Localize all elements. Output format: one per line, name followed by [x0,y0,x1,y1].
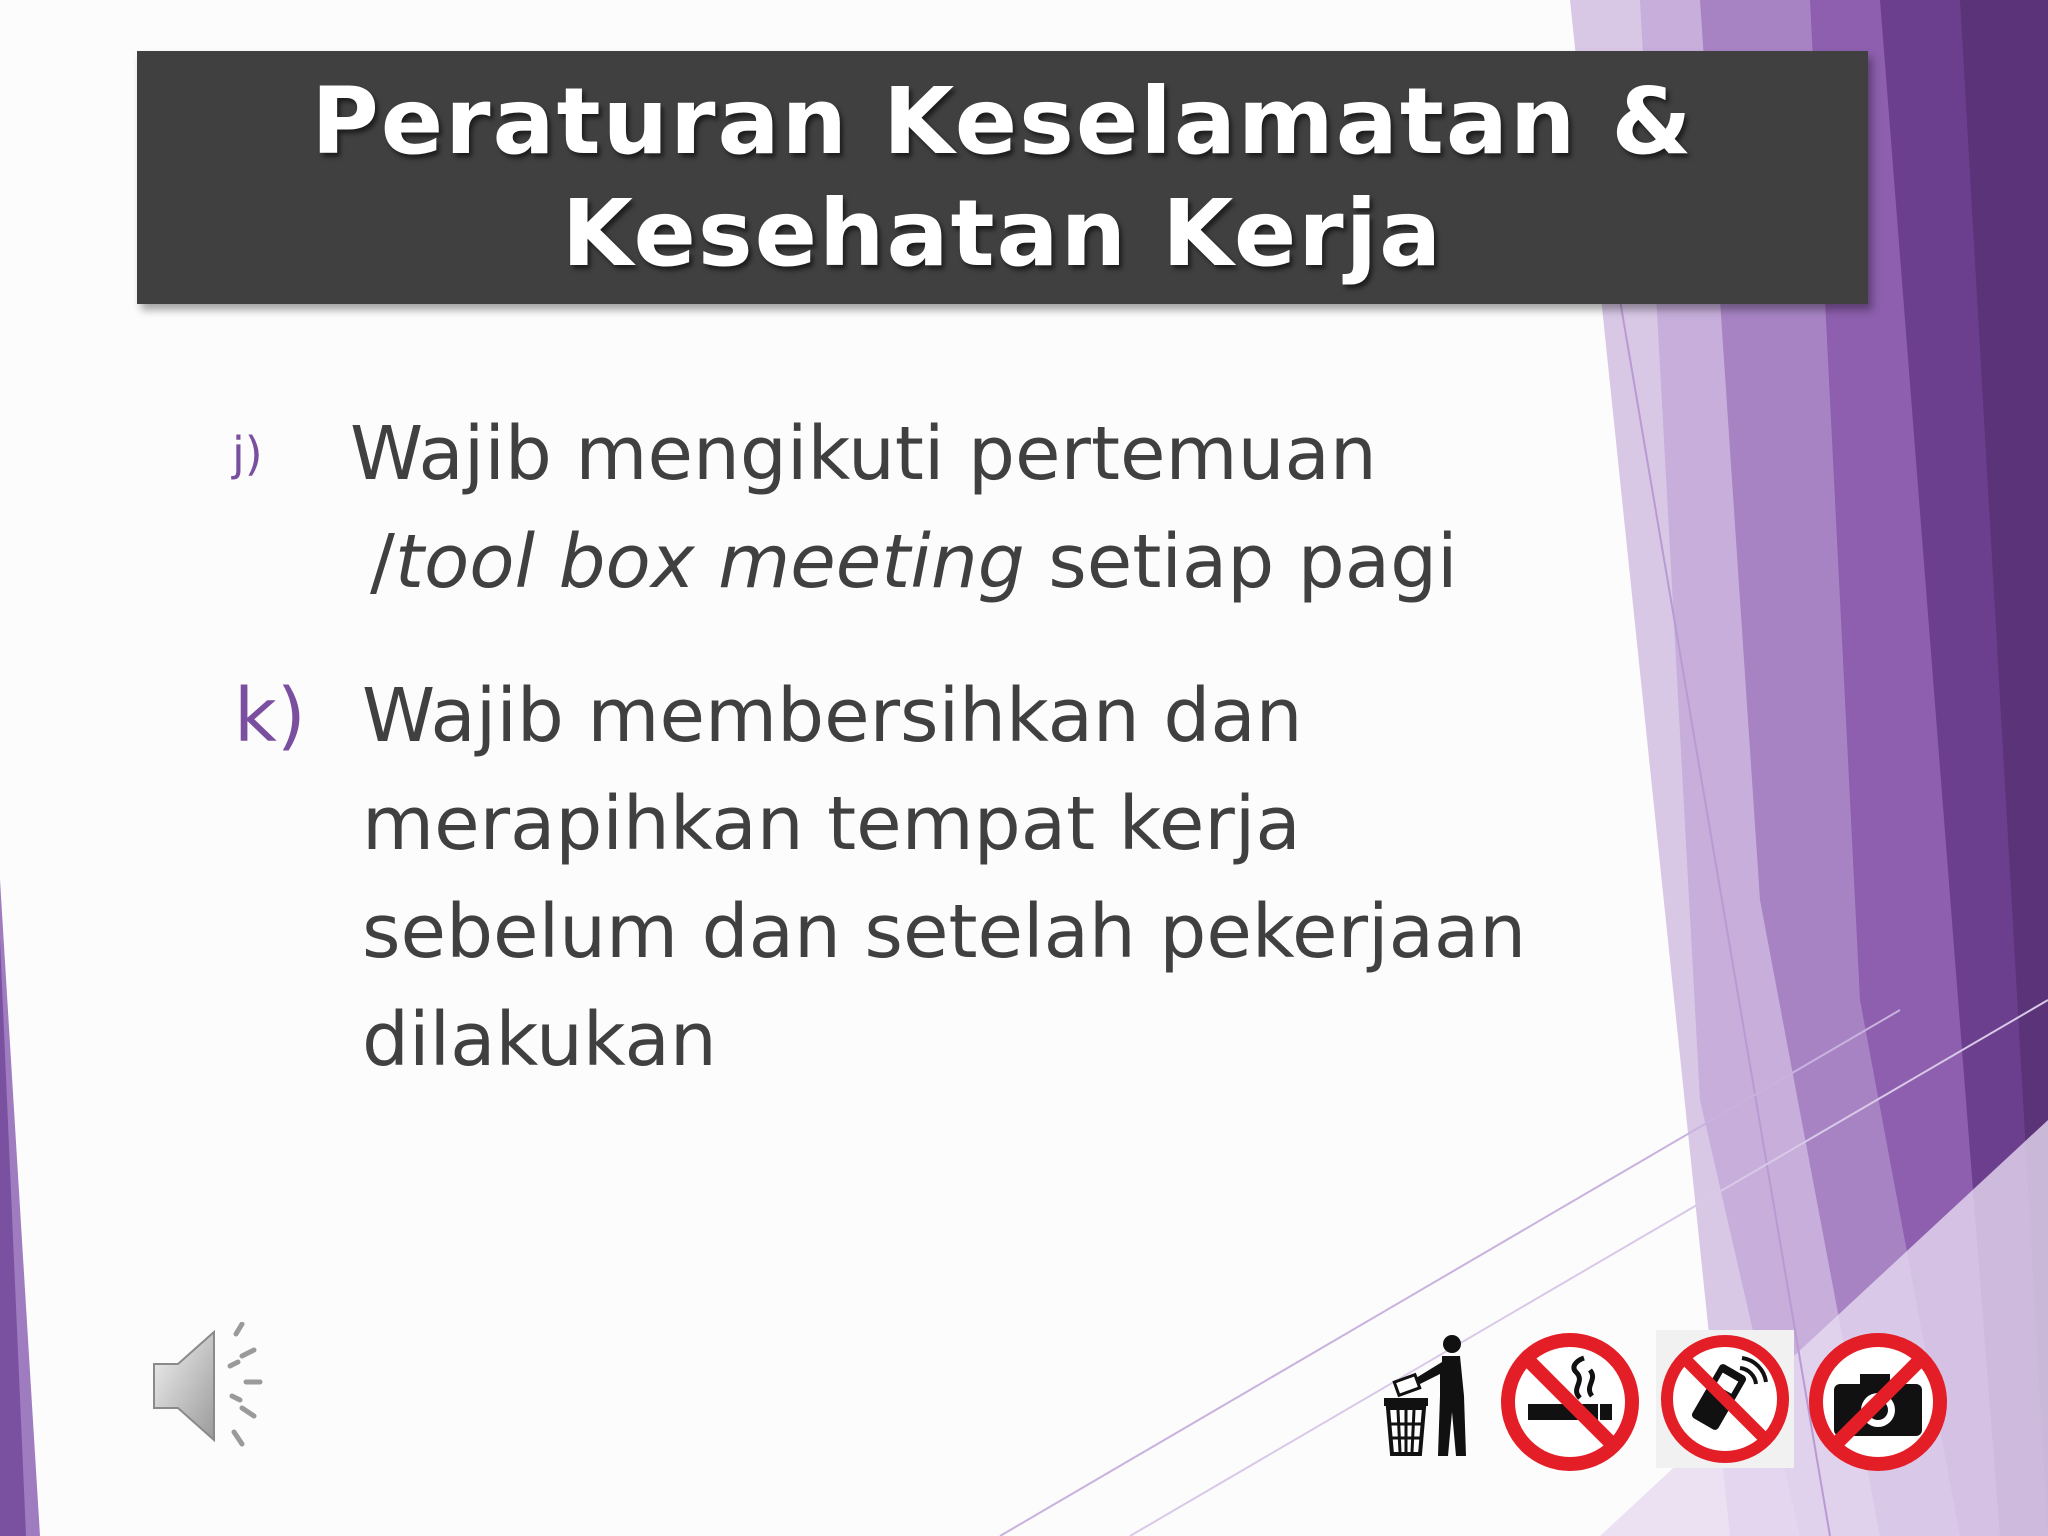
rule-item-j-italic-phrase: tool box meeting [394,519,1025,605]
rule-item-k-line-3: sebelum dan setelah pekerjaan [362,889,1527,975]
rule-item-k-line-2: merapihkan tempat kerja [362,781,1301,867]
slide-title [311,66,1693,290]
trash-bin-sign-icon [1380,1334,1480,1458]
rule-item-j-line-1: Wajib mengikuti pertemuan [350,411,1377,497]
rule-item-k-line-1: Wajib membersihkan dan [362,673,1303,759]
slide-title-line-2: Kesehatan Kerja [561,179,1444,287]
rule-item-k-line-4: dilakukan [362,997,717,1083]
rule-item-j [232,400,1458,616]
rule-item-j-line-2-prefix: / [370,519,395,605]
speaker-icon[interactable] [150,1322,290,1452]
title-banner [137,51,1868,304]
no-smoking-sign-icon [1500,1332,1640,1472]
rule-item-j-line-2 [350,508,1458,616]
no-camera-sign-icon [1808,1332,1948,1472]
no-mobile-phone-sign-icon [1656,1330,1794,1468]
rule-item-k [234,662,1527,1094]
rule-item-k-marker: k) [234,673,306,759]
rule-item-j-marker: j) [232,427,263,481]
rule-item-j-line-2-suffix: setiap pagi [1024,519,1458,605]
slide-title-line-1: Peraturan Keselamatan & [311,67,1694,175]
